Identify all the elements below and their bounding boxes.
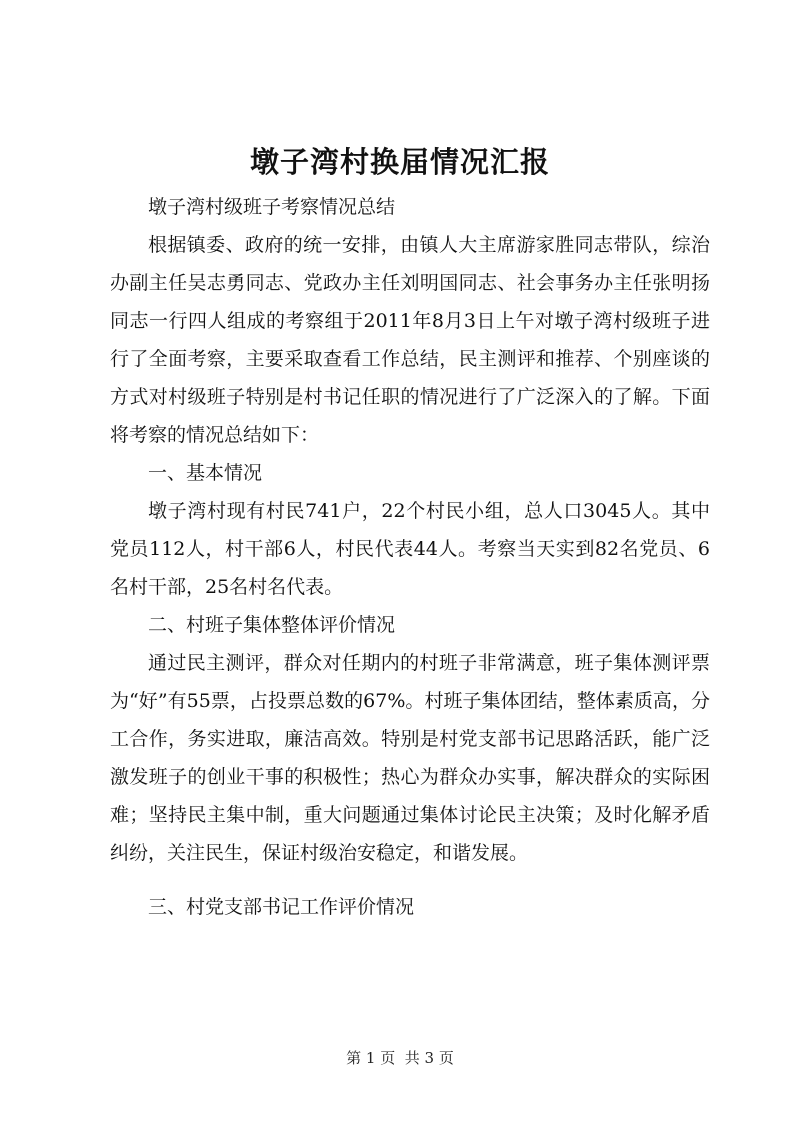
page-footer <box>0 1048 800 1068</box>
intro-paragraph: 根据镇委、政府的统一安排，由镇人大主席游家胜同志带队，综治办副主任吴志勇同志、党政办主任刘明国同志、社会事务办主任张明扬同志一行四人组成的考察组于2011年8月3日上午对墩子湾村级班子进行了全面考察，主要采取查看工作总结，民主测评和推荐、个别座谈的方式对村级班子特别是村书记任职的情况进行了广泛深入的了解。下面将考察的情况总结如下： <box>110 234 710 446</box>
page-number-label: 第 1 页 共 3 页 <box>346 1049 454 1067</box>
section1-paragraph: 墩子湾村现有村民741户，22个村民小组，总人口3045人。其中党员112人，村干部6人，村民代表44人。考察当天实到82名党员、6名村干部，25名村名代表。 <box>110 500 710 598</box>
document-body <box>110 188 710 926</box>
document-subtitle: 墩子湾村级班子考察情况总结 <box>148 196 396 218</box>
section3-heading: 三、村党支部书记工作评价情况 <box>148 896 415 918</box>
section2-heading: 二、村班子集体整体评价情况 <box>148 614 396 636</box>
page-title: 墩子湾村换届情况汇报 <box>249 145 550 179</box>
section2-paragraph: 通过民主测评，群众对任期内的村班子非常满意，班子集体测评票为“好”有55票，占投票总数的67%。村班子集体团结，整体素质高，分工合作，务实进取，廉洁高效。特别是村党支部书记思路活跃，能广泛激发班子的创业干事的积极性；热心为群众办实事，解决群众的实际困难；坚持民主集中制，重大问题通过集体讨论民主决策；及时化解矛盾纠纷，关注民生，保证村级治安稳定，和谐发展。 <box>110 652 710 864</box>
section1-heading: 一、基本情况 <box>148 462 263 484</box>
